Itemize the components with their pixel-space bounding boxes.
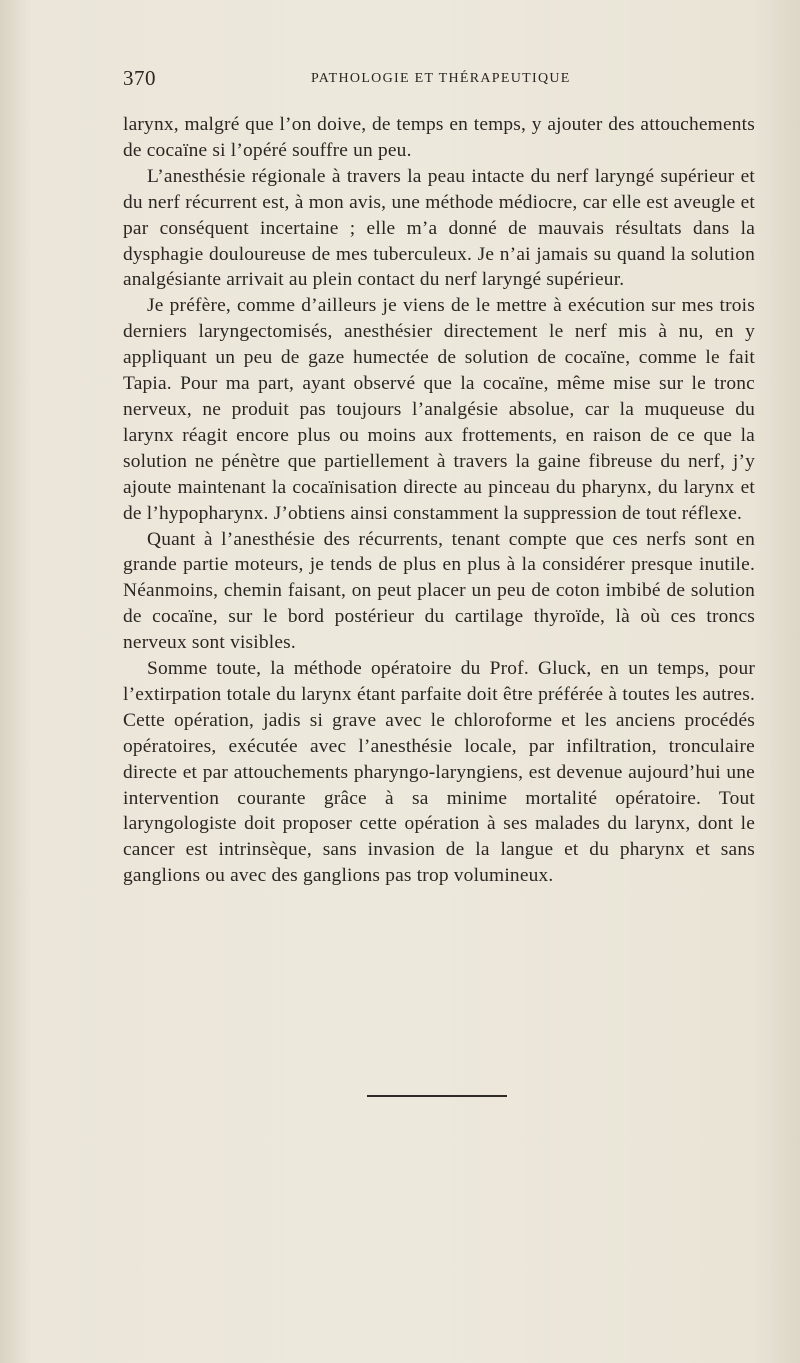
body-text <box>123 112 755 889</box>
running-head <box>123 66 753 92</box>
paragraph-gluck-method: Somme toute, la méthode opératoire du Prof. Gluck, en un temps, pour l’extirpation totale du larynx étant parfaite doit être préférée à toutes les autres. Cette opération, jadis si grave avec le chloroforme et les anciens procédés opératoires, exécutée avec l’anesthésie locale, par infiltration, tronculaire directe et par attouchements pharyngo-laryngiens, est devenue aujourd’hui une intervention courante grâce à sa minime mortalité opératoire. Tout laryngologiste doit proposer cette opération à ses malades du larynx, dont le cancer est intrinsèque, sans invasion de la langue et du pharynx et sans ganglions ou avec des ganglions pas trop volumineux. <box>123 658 755 887</box>
paragraph-recurrent-nerves: Quant à l’anesthésie des récurrents, tenant compte que ces nerfs sont en grande partie moteurs, je tends de plus en plus à la considérer presque inutile. Néanmoins, chemin faisant, on peut placer un peu de coton imbibé de solution de cocaïne, sur le bord postérieur du cartilage thyroïde, là où ces troncs nerveux sont visibles. <box>123 528 755 654</box>
page-number: 370 <box>123 66 156 90</box>
running-title: PATHOLOGIE ET THÉRAPEUTIQUE <box>311 71 571 86</box>
end-rule <box>367 1095 507 1097</box>
paragraph-continuation: larynx, malgré que l’on doive, de temps en temps, y ajouter des attouchements de cocaïne si l’opéré souffre un peu. <box>123 114 755 161</box>
paragraph-direct-nerve-anesthesia: Je préfère, comme d’ailleurs je viens de le mettre à exécution sur mes trois derniers laryngectomisés, anesthésier directement le nerf mis à nu, en y appliquant un peu de gaze humectée de solution de cocaïne, comme le fait Tapia. Pour ma part, ayant observé que la cocaïne, même mise sur le tronc nerveux, ne produit pas toujours l’analgésie absolue, car la muqueuse du larynx réagit encore plus ou moins aux frottements, en raison de ce que la solution ne pénètre que partiellement à travers la gaine fibreuse du nerf, j’y ajoute maintenant la cocaïnisation directe au pinceau du pharynx, du larynx et de l’hypopharynx. J’obtiens ainsi constamment la suppression de tout réflexe. <box>123 295 755 524</box>
paragraph-regional-anesthesia: L’anesthésie régionale à travers la peau intacte du nerf laryngé supérieur et du nerf récurrent est, à mon avis, une méthode médiocre, car elle est aveugle et par conséquent incertaine ; elle m’a donné de mauvais résultats dans la dysphagie douloureuse de mes tuberculeux. Je n’ai jamais su quand la solution analgésiante arrivait au plein contact du nerf laryngé supérieur. <box>123 165 755 291</box>
